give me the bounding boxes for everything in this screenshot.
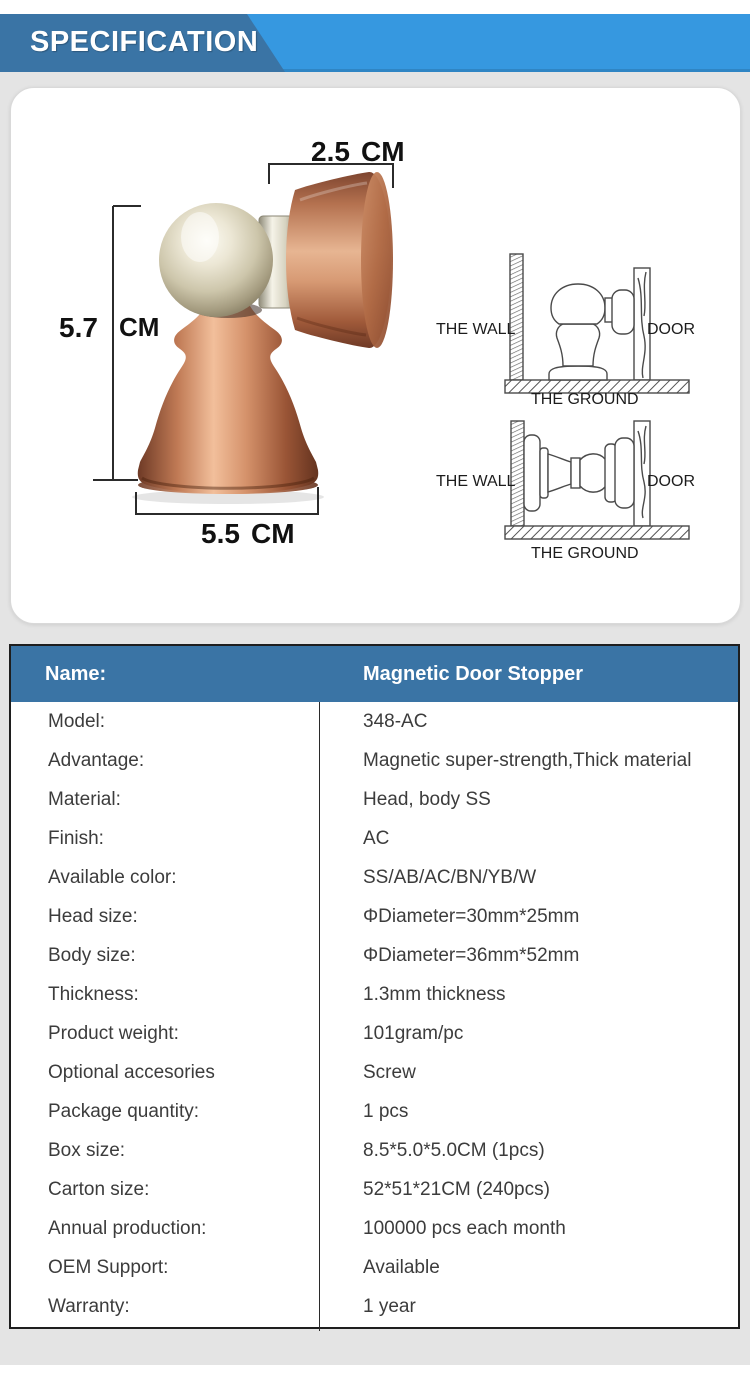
spec-label: Thickness: [48, 984, 139, 1005]
diagram1-door-label: DOOR [647, 321, 695, 338]
spec-value: AC [363, 828, 390, 849]
spec-value: 1.3mm thickness [363, 984, 506, 1005]
specification-title: SPECIFICATION [30, 26, 259, 58]
table-row [11, 1092, 738, 1131]
table-body [11, 702, 738, 1326]
table-row [11, 1131, 738, 1170]
table-row [11, 975, 738, 1014]
table-row [11, 858, 738, 897]
door-stopper-product [132, 172, 393, 504]
table-row [11, 1209, 738, 1248]
spec-value: Screw [363, 1062, 416, 1083]
dim-top-unit: CM [361, 136, 405, 167]
product-photo [11, 88, 740, 623]
spec-value: 1 pcs [363, 1101, 409, 1122]
dim-bottom-unit: CM [251, 518, 295, 549]
diagram2-wall-label: THE WALL [436, 473, 516, 490]
table-row [11, 1170, 738, 1209]
table-header-label: Name: [45, 663, 107, 685]
spec-table [9, 644, 740, 1329]
table-row [11, 1248, 738, 1287]
dim-bottom-value: 5.5 [201, 518, 240, 549]
table-header-row [11, 646, 738, 702]
table-row [11, 897, 738, 936]
spec-value: 348-AC [363, 711, 428, 732]
diagram1-wall-label: THE WALL [436, 321, 516, 338]
spec-label: Package quantity: [48, 1101, 200, 1122]
diagram1-ground-label: THE GROUND [531, 391, 639, 408]
diagram2-door-label: DOOR [647, 473, 695, 490]
dim-left-value: 5.7 [59, 312, 98, 343]
table-row [11, 1014, 738, 1053]
spec-value: SS/AB/AC/BN/YB/W [363, 867, 537, 888]
spec-label: Available color: [48, 867, 177, 888]
spec-value: 1 year [363, 1296, 416, 1317]
table-row [11, 702, 738, 741]
table-row [11, 1053, 738, 1092]
dim-left-unit: CM [119, 312, 160, 342]
spec-label: Box size: [48, 1140, 126, 1161]
spec-value: 100000 pcs each month [363, 1218, 566, 1239]
spec-label: Finish: [48, 828, 104, 849]
spec-value: ΦDiameter=36mm*52mm [363, 945, 580, 966]
spec-value: 52*51*21CM (240pcs) [363, 1179, 550, 1200]
spec-value: ΦDiameter=30mm*25mm [363, 906, 580, 927]
spec-value: Head, body SS [363, 789, 491, 810]
spec-label: Warranty: [48, 1296, 130, 1317]
diagram2-ground-label: THE GROUND [531, 545, 639, 562]
spec-label: Optional accesories [48, 1062, 215, 1083]
table-row [11, 936, 738, 975]
spec-label: Product weight: [48, 1023, 179, 1044]
table-row [11, 819, 738, 858]
spec-label: Head size: [48, 906, 138, 927]
product-image-card [10, 87, 741, 624]
spec-label: Advantage: [48, 750, 145, 771]
spec-label: OEM Support: [48, 1257, 169, 1278]
spec-value: Available [363, 1257, 440, 1278]
spec-label: Body size: [48, 945, 136, 966]
spec-value: 8.5*5.0*5.0CM (1pcs) [363, 1140, 545, 1161]
dim-top-value: 2.5 [311, 136, 350, 167]
table-row [11, 741, 738, 780]
spec-label: Carton size: [48, 1179, 150, 1200]
spec-label: Model: [48, 711, 106, 732]
table-row [11, 1287, 738, 1326]
spec-label: Material: [48, 789, 121, 810]
spec-value: Magnetic super-strength,Thick material [363, 750, 692, 771]
table-header-value: Magnetic Door Stopper [363, 663, 584, 685]
table-row [11, 780, 738, 819]
spec-label: Annual production: [48, 1218, 207, 1239]
column-divider [319, 702, 320, 1331]
spec-value: 101gram/pc [363, 1023, 464, 1044]
specification-banner [0, 14, 750, 72]
